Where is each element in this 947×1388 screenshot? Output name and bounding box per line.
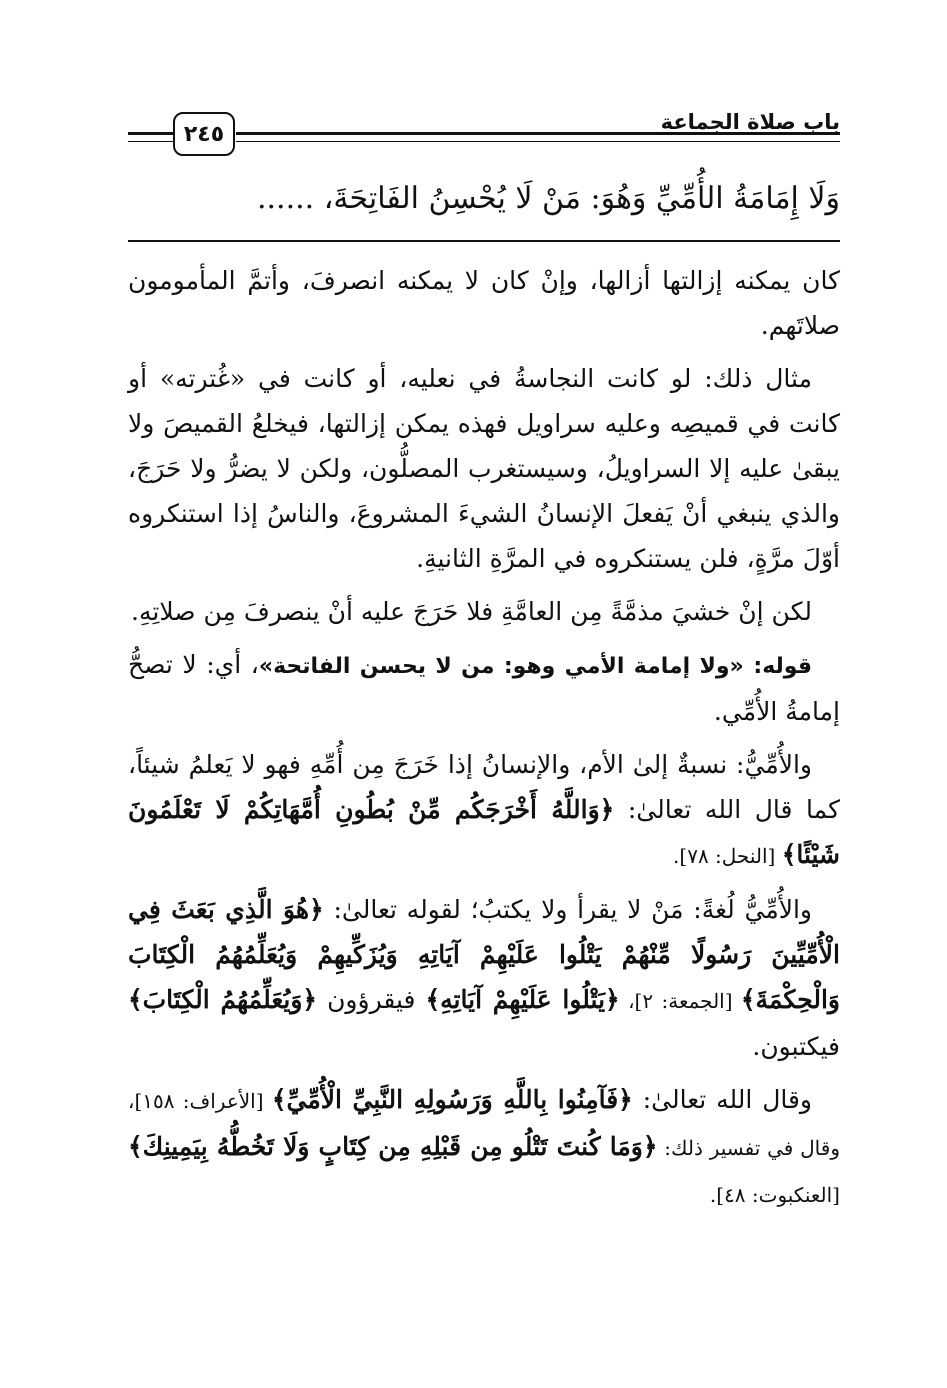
quran-verse: ﴿هُوَ الَّذِي بَعَثَ فِي الْأُمِّيِّينَ رَسُولًا مِّنْهُمْ يَتْلُوا عَلَيْهِمْ آيَاتِهِ وَيُزَكِّيهِمْ وَيُعَلِّمُهُمُ الْكِتَابَ وَالْحِكْمَةَ﴾ xyxy=(128,895,840,1014)
quran-verse: ﴿فَآمِنُوا بِاللَّهِ وَرَسُولِهِ النَّبِيِّ الْأُمِّيِّ﴾ xyxy=(271,1085,633,1114)
paragraph: وقال الله تعالىٰ: ﴿فَآمِنُوا بِاللَّهِ وَرَسُولِهِ النَّبِيِّ الْأُمِّيِّ﴾ [الأعراف: ١٥٨]، وقال في تفسير ذلك: ﴿وَمَا كُنتَ تَتْلُو مِن قَبْلِهِ مِن كِتَابٍ وَلَا تَخُطُّهُ بِيَمِينِكَ﴾ [العنكبوت: ٤٨]. xyxy=(128,1085,840,1207)
quran-verse: ﴿وَيُعَلِّمُهُمُ الْكِتَابَ﴾ xyxy=(128,985,318,1014)
quran-verse: ﴿وَمَا كُنتَ تَتْلُو مِن قَبْلِهِ مِن كِتَابٍ وَلَا تَخُطُّهُ بِيَمِينِكَ﴾ xyxy=(128,1132,658,1161)
lead-word: قوله: xyxy=(753,654,812,679)
quran-verse: ﴿يَتْلُوا عَلَيْهِمْ آيَاتِهِ﴾ xyxy=(425,985,620,1014)
commentary-body xyxy=(128,258,840,1226)
paragraph: لكن إنْ خشيَ مذمَّةً مِن العامَّةِ فلا حَرَجَ عليه أنْ ينصرفَ مِن صلاتِهِ. xyxy=(131,597,812,626)
paragraph: مثال ذلك: لو كانت النجاسةُ في نعليه، أو كانت في «غُترته» أو كانت في قميصِه وعليه سراويل فهذه يمكن إزالتها، فيخلعُ القميصَ ولا يبقىٰ عليه إلا السراويلُ، وسيستغرب المصلُّون، ولكن لا يضرُّ ولا حَرَجَ، والذي ينبغي أنْ يَفعلَ الإنسانُ الشيءَ المشروعَ، والناسُ إذا استنكروه أوّلَ مرَّةٍ، فلن يستنكروه في المرَّةِ الثانيةِ. xyxy=(128,364,840,573)
quran-verse: ﴿وَاللَّهُ أَخْرَجَكُم مِّنْ بُطُونِ أُمَّهَاتِكُمْ لَا تَعْلَمُونَ شَيْئًا﴾ xyxy=(128,795,840,869)
paragraph: قوله: «ولا إمامة الأمي وهو: من لا يحسن الفاتحة»، أي: لا تصحُّ إمامةُ الأُمِّي. xyxy=(128,650,840,726)
matn-quote: «ولا إمامة الأمي وهو: من لا يحسن الفاتحة» xyxy=(258,654,744,679)
verse-reference: [الأعراف: ١٥٨]، وقال في تفسير ذلك: xyxy=(128,1089,840,1160)
paragraph: والأُمِّيُّ: نسبةٌ إلىٰ الأم، والإنسانُ إذا خَرَجَ مِن أُمِّهِ فهو لا يَعلمُ شيئاً، كما قال الله تعالىٰ: ﴿وَاللَّهُ أَخْرَجَكُم مِّنْ بُطُونِ أُمَّهَاتِكُمْ لَا تَعْلَمُونَ شَيْئًا﴾ [النحل: ٧٨]. xyxy=(128,750,841,869)
chapter-title: باب صلاة الجماعة xyxy=(660,110,840,134)
page-number: ٢٤٥ xyxy=(173,112,235,156)
header-rule-left xyxy=(128,132,173,142)
verse-reference: [الجمعة: ٢]، xyxy=(619,989,741,1013)
matn-text: وَلَا إِمَامَةُ الأُمِّيِّ وَهُوَ: مَنْ لَا يُحْسِنُ الفَاتِحَةَ، ...... xyxy=(256,181,840,216)
page-header xyxy=(128,110,840,162)
paragraph: والأُمِّيُّ لُغةً: مَنْ لا يقرأ ولا يكتبُ؛ لقوله تعالىٰ: ﴿هُوَ الَّذِي بَعَثَ فِي الْأُمِّيِّينَ رَسُولًا مِّنْهُمْ يَتْلُوا عَلَيْهِمْ آيَاتِهِ وَيُزَكِّيهِمْ وَيُعَلِّمُهُمُ الْكِتَابَ وَالْحِكْمَةَ﴾ [الجمعة: ٢]، ﴿يَتْلُوا عَلَيْهِمْ آيَاتِهِ﴾ فيقرؤون ﴿وَيُعَلِّمُهُمُ الْكِتَابَ﴾ فيكتبون. xyxy=(128,895,840,1061)
verse-reference: [العنكبوت: ٤٨]. xyxy=(709,1183,840,1207)
matn-divider xyxy=(128,240,840,242)
paragraph: كان يمكنه إزالتها أزالها، وإنْ كان لا يمكنه انصرفَ، وأتمَّ المأمومون صلاتَهم. xyxy=(128,266,841,340)
verse-reference: [النحل: ٧٨]. xyxy=(673,844,782,868)
